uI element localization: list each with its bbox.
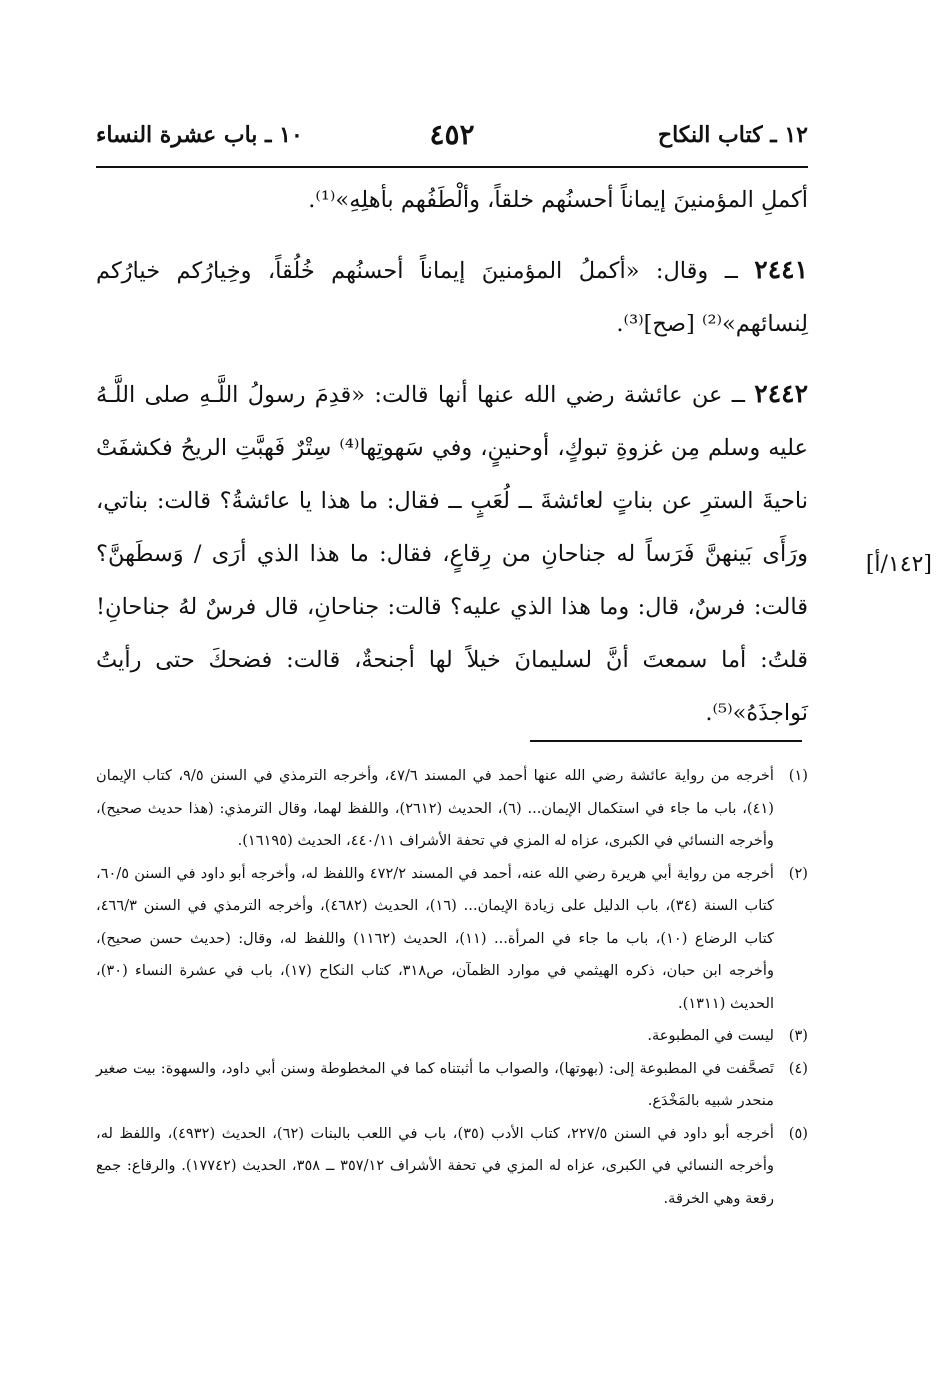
footnote-text: أخرجه من رواية أبي هريرة رضي الله عنه، أحمد في المسند ٤٧٢/٢ واللفظ له، وأخرجه أبو داود في السنن ٦٠/٥، كتاب السنة (٣٤)، باب الدليل على زيادة الإيمان... (١٦)، الحديث (٤٦٨٢)، وأخرجه الترمذي في السنن ٤٦٦/٣، كتاب الرضاع (١٠)، باب ما جاء في المرأة... (١١)، الحديث (١١٦٢) واللفظ له، وقال: (حديث حسن صحيح)، وأخرجه ابن حبان، ذكره الهيثمي في موارد الظمآن، ص٣١٨، كتاب النكاح (١٧)، باب في عشرة النساء (٣٠)، الحديث (١٣١١). bbox=[96, 864, 774, 1012]
hadith-text: ــ عن عائشة رضي الله عنها أنها قالت: «قدِمَ رسولُ اللَّـهِ صلى اللَّـهُ عليه وسلم مِن غزوةِ تبوكٍ، أوحنينٍ، وفي سَهوتِها⁽⁴⁾ سِتْرٌ فَهبَّتِ الريحُ فكشفَتْ ناحيةَ السترِ عن بناتٍ لعائشةَ ــ لُعَبٍ ــ فقال: ما هذا يا عائشةُ؟ قالت: بناتي، ورَأَى بَينهنَّ فَرَساً له جناحانِ من رِقاعٍ، فقال: ما هذا الذي أرَى / وَسطَهنَّ؟ قالت: فرسٌ، قال: وما هذا الذي عليه؟ قالت: جناحانِ، قال فرسٌ لهُ جناحانِ! قلتُ: أما سمعتَ أنَّ لسليمانَ خيلاً لها أجنحةٌ، قالت: فضحكَ حتى رأيتُ نَواجذَهُ»⁽⁵⁾. bbox=[96, 382, 808, 726]
paragraph-continuation: أكملِ المؤمنينَ إيماناً أحسنُهم خلقاً، وألْطَفُهم بأهلِهِ»⁽¹⁾. bbox=[308, 187, 808, 213]
footnote bbox=[96, 858, 808, 1021]
hadith-2441 bbox=[96, 243, 808, 351]
footnote-divider bbox=[530, 740, 802, 742]
manuscript-folio-reference: [١٤٢/أ] bbox=[865, 552, 932, 577]
footnote-text: تَصحَّفت في المطبوعة إلى: (بهوتها)، والصواب ما أثبتناه كما في المخطوطة وسنن أبي داود، والسهوة: بيت صغير منحدر شبيه بالمَخْدَع. bbox=[96, 1059, 774, 1109]
footnote-marker: (٥) bbox=[788, 1124, 808, 1142]
footnote bbox=[96, 760, 808, 858]
chapter-title: ١٢ ـ كتاب النكاح bbox=[657, 122, 808, 148]
page-number: ٤٥٢ bbox=[429, 118, 475, 151]
footnote-text: أخرجه أبو داود في السنن ٢٢٧/٥، كتاب الأدب (٣٥)، باب في اللعب بالبنات (٦٢)، الحديث (٤٩٣٢)، واللفظ له، وأخرجه النسائي في الكبرى، عزاه له المزي في تحفة الأشراف ٣٥٧/١٢ ــ ٣٥٨، الحديث (١٧٧٤٢). والرقاع: جمع رقعة وهي الخرقة. bbox=[96, 1124, 774, 1207]
hadith-number: ٢٤٤٢ bbox=[754, 379, 808, 408]
footnote bbox=[96, 1020, 808, 1053]
footnotes bbox=[96, 760, 808, 1215]
footnote-text: ليست في المطبوعة. bbox=[647, 1027, 774, 1044]
footnote bbox=[96, 1118, 808, 1216]
hadith-text: ــ وقال: «أكملُ المؤمنينَ إيماناً أحسنُهم خُلُقاً، وخِيارُكم خيارُكم لِنسائهم»⁽²⁾ [صح]⁽³⁾. bbox=[96, 258, 808, 337]
footnote-marker: (٣) bbox=[788, 1027, 808, 1044]
header-divider bbox=[96, 166, 808, 168]
main-text bbox=[96, 174, 808, 740]
footnote-marker: (٢) bbox=[788, 864, 808, 882]
section-title: ١٠ ـ باب عشرة النساء bbox=[96, 122, 303, 148]
footnote-marker: (٤) bbox=[788, 1059, 808, 1077]
running-header bbox=[96, 118, 808, 166]
footnote-text: أخرجه من رواية عائشة رضي الله عنها أحمد في المسند ٤٧/٦، وأخرجه الترمذي في السنن ٩/٥، كتاب الإيمان (٤١)، باب ما جاء في استكمال الإيمان... (٦)، الحديث (٢٦١٢)، واللفظ لهما، وقال الترمذي: (هذا حديث صحيح)، وأخرجه النسائي في الكبرى، عزاه له المزي في تحفة الأشراف ٤٤٠/١١، الحديث (١٦١٩٥). bbox=[96, 767, 774, 849]
hadith-2442 bbox=[96, 367, 808, 740]
footnote bbox=[96, 1053, 808, 1118]
hadith-number: ٢٤٤١ bbox=[754, 255, 808, 284]
footnote-marker: (١) bbox=[788, 767, 808, 784]
